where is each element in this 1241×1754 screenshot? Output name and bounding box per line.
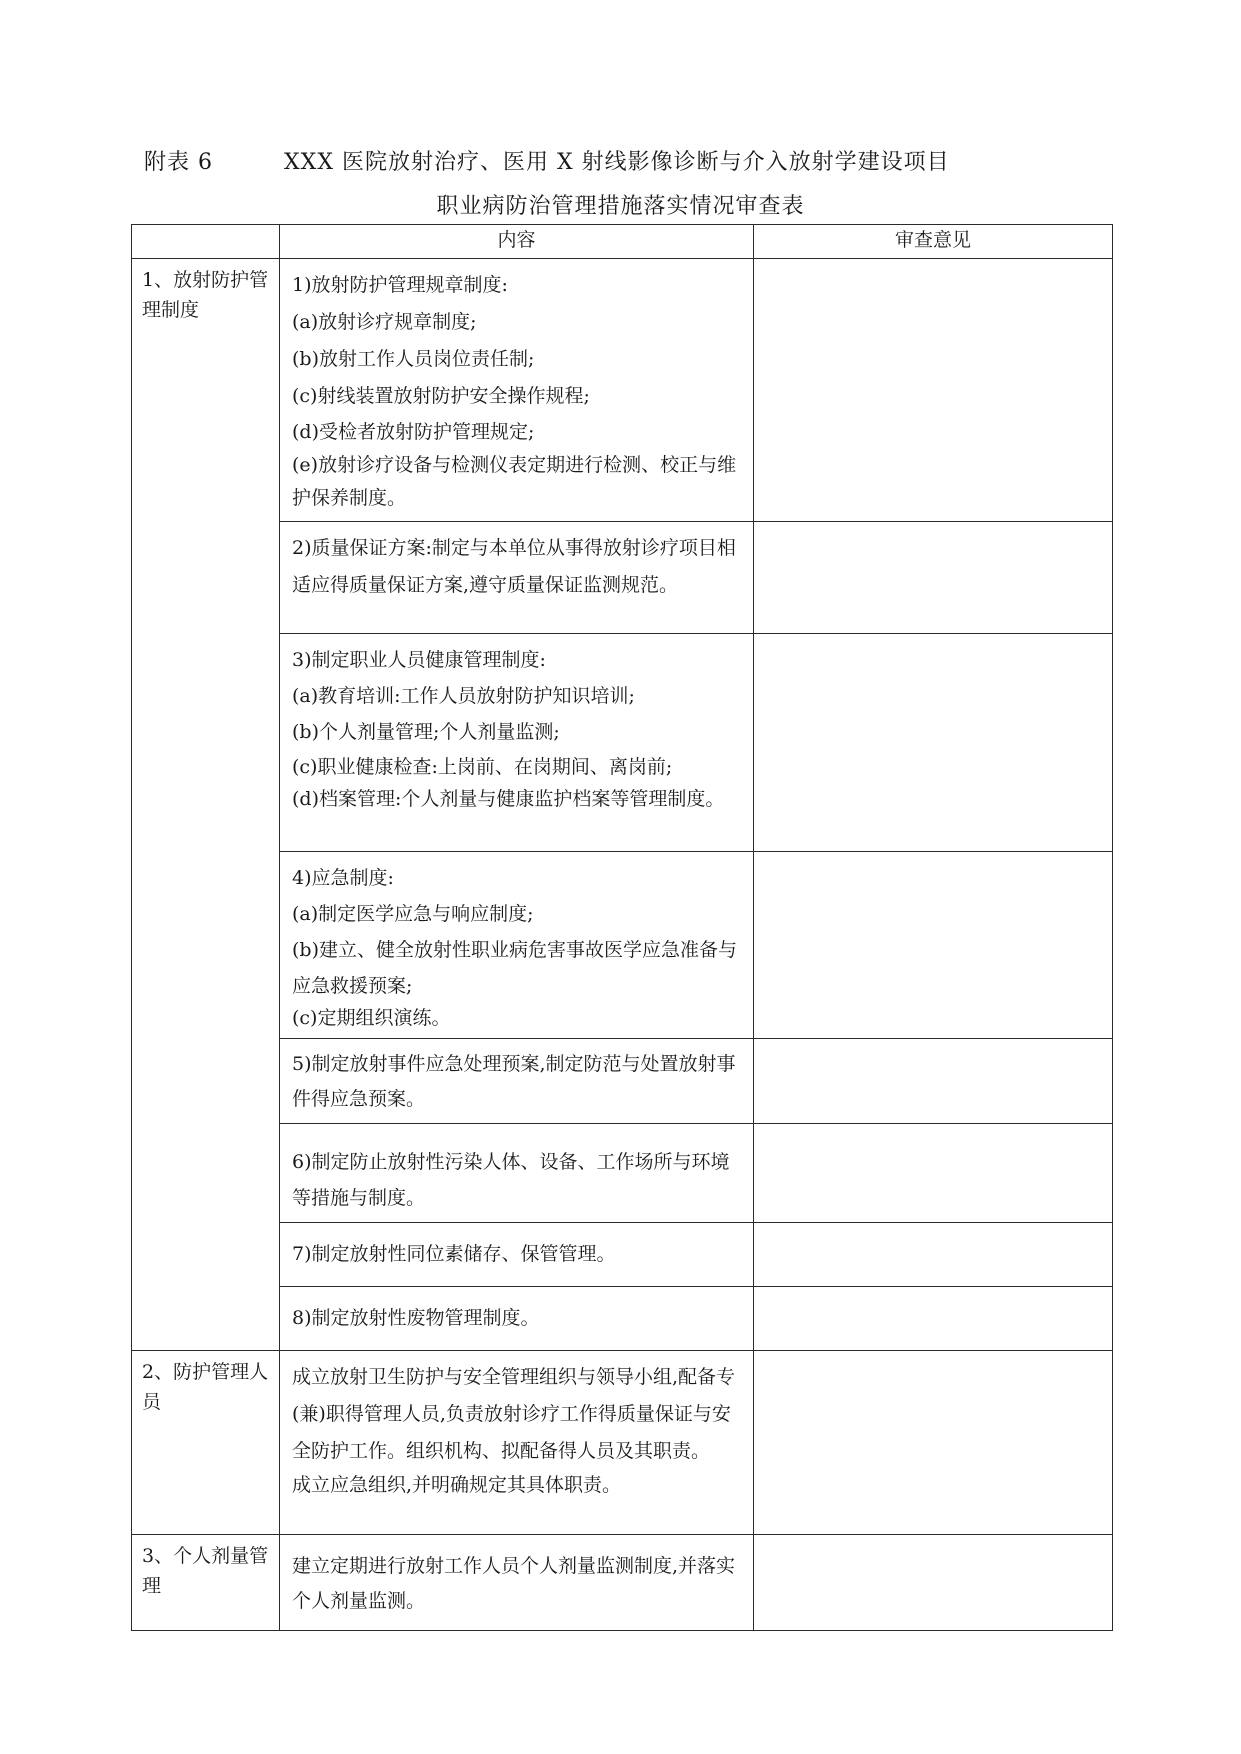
content-line: 1)放射防护管理规章制度: (292, 274, 508, 296)
content-cell (280, 1351, 754, 1535)
opinion-cell[interactable] (754, 522, 1113, 634)
table-row (132, 1535, 1113, 1631)
content-line: (a)放射诊疗规章制度; (292, 311, 477, 333)
content-line: (a)教育培训:工作人员放射防护知识培训; (292, 685, 635, 707)
opinion-cell[interactable] (754, 852, 1113, 1039)
table-row (132, 1039, 1113, 1124)
content-line: 成立应急组织,并明确规定其具体职责。 (292, 1474, 622, 1496)
category-cell: 1、放射防护管理制度 (132, 259, 280, 1351)
content-line: 7)制定放射性同位素储存、保管管理。 (292, 1243, 616, 1265)
table-header-row (132, 225, 1113, 259)
table-row (132, 1223, 1113, 1287)
content-cell (280, 522, 754, 634)
document-title: XXX 医院放射治疗、医用 X 射线影像诊断与介入放射学建设项目 (284, 150, 950, 175)
content-cell (280, 1039, 754, 1124)
document-subtitle: 职业病防治管理措施落实情况审查表 (436, 194, 805, 219)
opinion-cell[interactable] (754, 1223, 1113, 1287)
opinion-cell[interactable] (754, 634, 1113, 852)
content-line: 成立放射卫生防护与安全管理组织与领导小组,配备专(兼)职得管理人员,负责放射诊疗工作得质量保证与安全防护工作。组织机构、拟配备得人员及其职责。 (292, 1366, 736, 1462)
table-row (132, 1351, 1113, 1535)
opinion-cell[interactable] (754, 1535, 1113, 1631)
category-cell: 3、个人剂量管理 (132, 1535, 280, 1631)
content-line: (b)建立、健全放射性职业病危害事故医学应急准备与应急救援预案; (292, 939, 737, 997)
content-line: (c)定期组织演练。 (292, 1007, 451, 1029)
table-row (132, 522, 1113, 634)
content-cell (280, 634, 754, 852)
content-line: (b)个人剂量管理;个人剂量监测; (292, 721, 560, 743)
opinion-cell[interactable] (754, 1039, 1113, 1124)
content-line: (d)受检者放射防护管理规定; (292, 421, 535, 443)
content-line: (c)射线装置放射防护安全操作规程; (292, 385, 590, 407)
table-row (132, 852, 1113, 1039)
content-line: 5)制定放射事件应急处理预案,制定防范与处置放射事件得应急预案。 (292, 1053, 736, 1110)
opinion-cell[interactable] (754, 259, 1113, 522)
opinion-cell[interactable] (754, 1351, 1113, 1535)
opinion-cell[interactable] (754, 1287, 1113, 1351)
content-line: 6)制定防止放射性污染人体、设备、工作场所与环境等措施与制度。 (292, 1151, 730, 1209)
header-content: 内容 (280, 225, 754, 259)
table-row (132, 634, 1113, 852)
table-row (132, 259, 1113, 522)
header-category (132, 225, 280, 259)
content-cell (280, 1535, 754, 1631)
content-line: (c)职业健康检查:上岗前、在岗期间、离岗前; (292, 756, 673, 778)
content-line: 3)制定职业人员健康管理制度: (292, 649, 546, 671)
category-cell: 2、防护管理人员 (132, 1351, 280, 1535)
content-line: (b)放射工作人员岗位责任制; (292, 348, 535, 370)
appendix-label: 附表 6 (144, 150, 213, 175)
table-row (132, 1287, 1113, 1351)
content-line: 2)质量保证方案:制定与本单位从事得放射诊疗项目相适应得质量保证方案,遵守质量保证监测规范。 (292, 537, 736, 596)
table-row (132, 1124, 1113, 1223)
content-line: 8)制定放射性废物管理制度。 (292, 1307, 540, 1329)
content-cell (280, 1124, 754, 1223)
content-line: (a)制定医学应急与响应制度; (292, 903, 534, 925)
content-line: (d)档案管理:个人剂量与健康监护档案等管理制度。 (292, 788, 725, 810)
content-cell (280, 1223, 754, 1287)
content-line: 4)应急制度: (292, 867, 394, 889)
document-header (0, 0, 1241, 225)
content-line: 建立定期进行放射工作人员个人剂量监测制度,并落实个人剂量监测。 (292, 1555, 736, 1612)
opinion-cell[interactable] (754, 1124, 1113, 1223)
content-cell (280, 852, 754, 1039)
content-cell (280, 259, 754, 522)
review-table (131, 224, 1113, 1631)
content-line: (e)放射诊疗设备与检测仪表定期进行检测、校正与维护保养制度。 (292, 454, 737, 509)
header-opinion: 审查意见 (754, 225, 1113, 259)
content-cell (280, 1287, 754, 1351)
